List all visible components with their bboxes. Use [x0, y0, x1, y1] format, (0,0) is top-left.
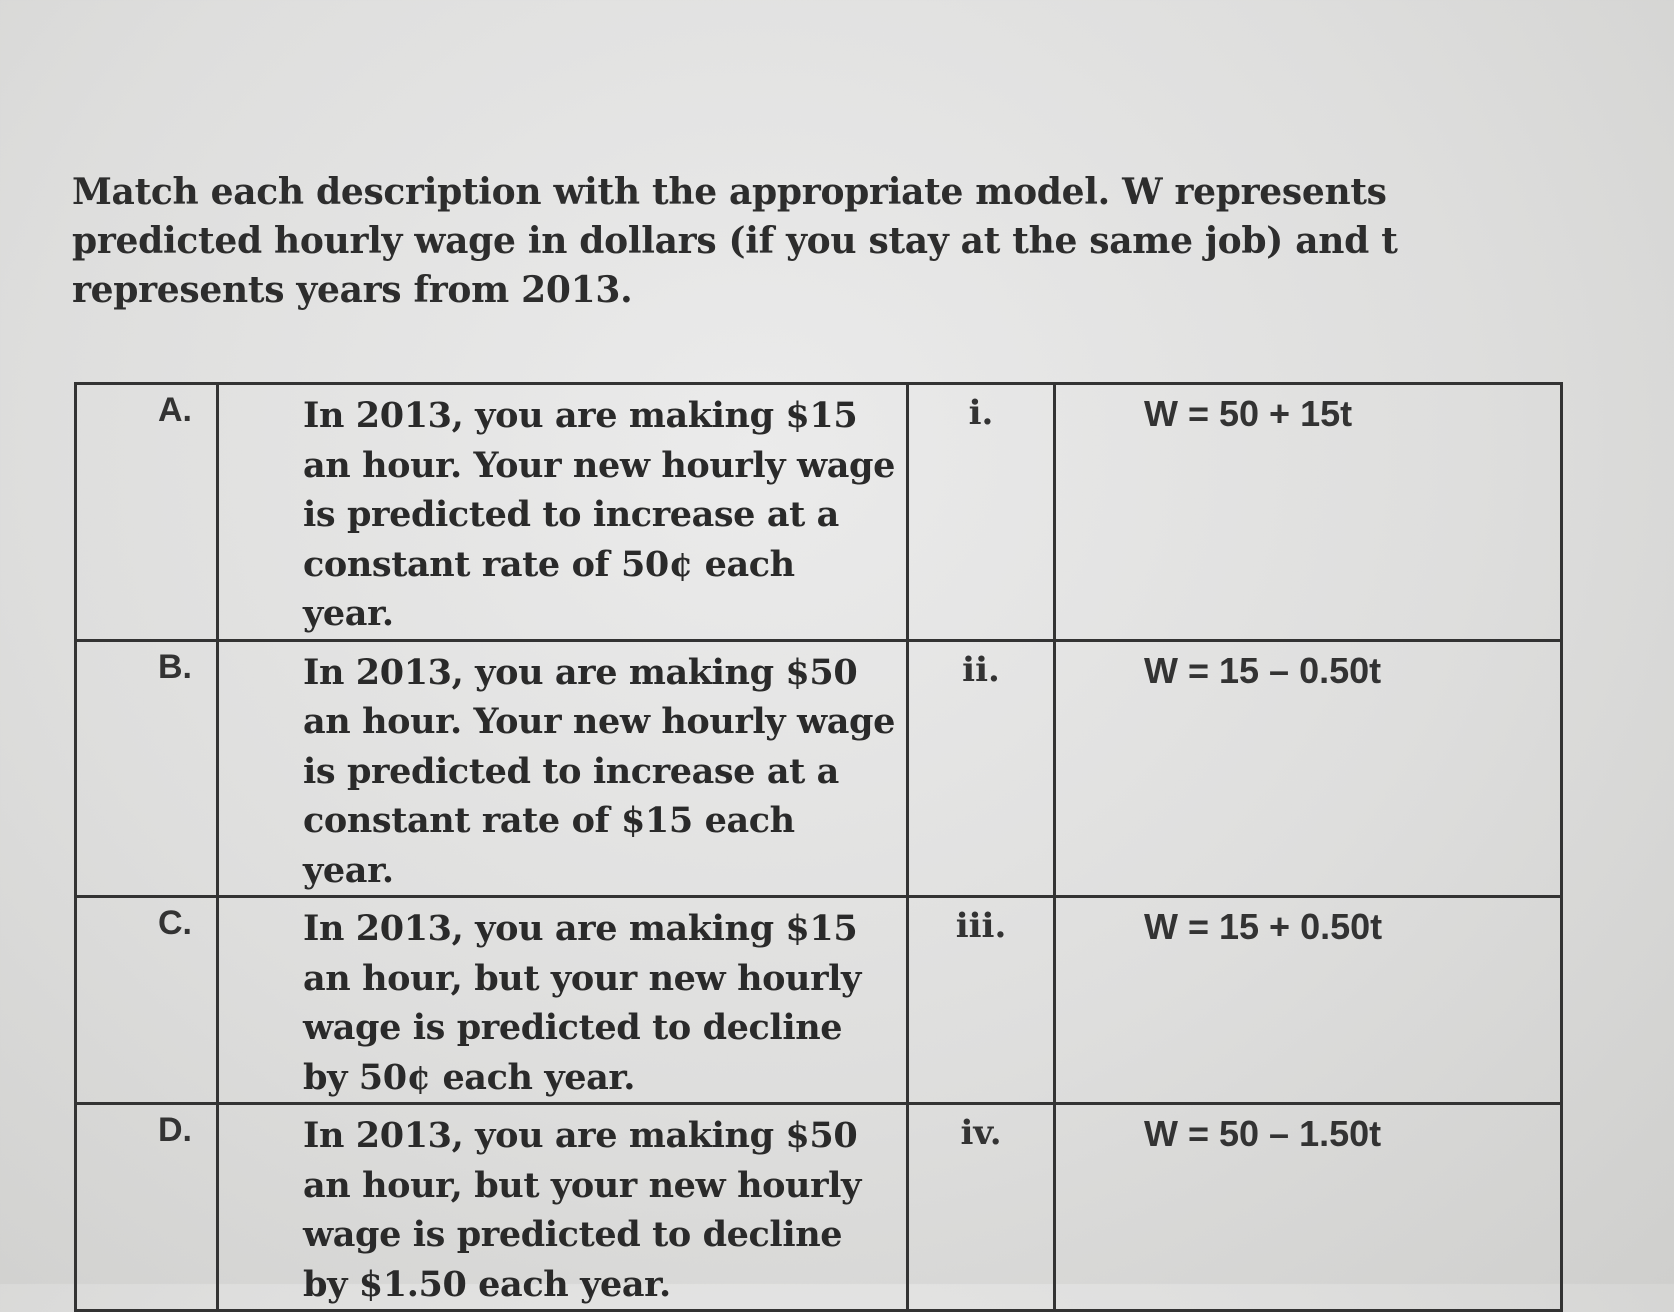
model-numeral: ii.: [908, 640, 1055, 897]
table-row: [76, 897, 1562, 1104]
description-text: In 2013, you are making $50 an hour. Your new hourly wage is predicted to increase at a constant rate of $15 each year.: [218, 640, 908, 897]
model-numeral: iv.: [908, 1104, 1055, 1311]
description-text: In 2013, you are making $15 an hour, but your new hourly wage is predicted to decline by 50¢ each year.: [218, 897, 908, 1104]
model-equation: W = 15 + 0.50t: [1055, 897, 1562, 1104]
table-row: [76, 640, 1562, 897]
description-letter: A.: [76, 384, 218, 641]
model-equation: W = 50 – 1.50t: [1055, 1104, 1562, 1311]
model-numeral: iii.: [908, 897, 1055, 1104]
model-numeral: i.: [908, 384, 1055, 641]
description-text: In 2013, you are making $15 an hour. Your new hourly wage is predicted to increase at a constant rate of 50¢ each year.: [218, 384, 908, 641]
model-equation: W = 15 – 0.50t: [1055, 640, 1562, 897]
description-text: In 2013, you are making $50 an hour, but your new hourly wage is predicted to decline by $1.50 each year.: [218, 1104, 908, 1311]
description-letter: D.: [76, 1104, 218, 1311]
model-equation: W = 50 + 15t: [1055, 384, 1562, 641]
table-row: [76, 384, 1562, 641]
description-letter: C.: [76, 897, 218, 1104]
description-letter: B.: [76, 640, 218, 897]
matching-table: [74, 382, 1563, 1312]
instructions-text: Match each description with the appropriate model. W represents predicted hourly wage in dollars (if you stay at the same job) and t represents years from 2013.: [72, 171, 1398, 311]
table-row: [76, 1104, 1562, 1311]
